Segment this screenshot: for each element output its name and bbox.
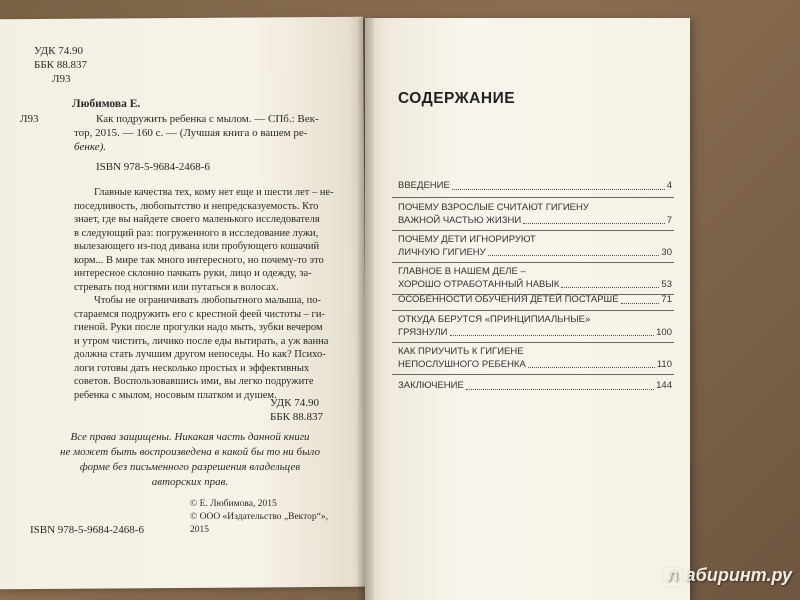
divider: [392, 374, 674, 375]
annotation-line: должна стать лучшим другом непоседы. Но как? Психо-: [74, 349, 326, 360]
copyright-block: [190, 498, 328, 537]
annotation-line: поседливость, любопытство и непредсказуемость. Кто: [74, 200, 319, 212]
author-mark-side: Л93: [20, 113, 39, 125]
toc-item-title-cont: НЕПОСЛУШНОГО РЕБЕНКА: [398, 358, 526, 370]
rights-line: авторских прав.: [151, 476, 229, 488]
toc-item-page: 7: [666, 214, 672, 226]
divider: [392, 230, 674, 231]
copyright-line: 2015: [190, 525, 209, 535]
bibliographic-line-1: Как подружить ребенка с мылом. — СПб.: Век-: [96, 113, 319, 125]
toc-item-title: ОТКУДА БЕРУТСЯ «ПРИНЦИПИАЛЬНЫЕ»: [398, 314, 591, 325]
annotation-line: вылезающего из-под дивана или пробующего кошачий: [74, 241, 320, 252]
toc-item-page: 30: [661, 246, 672, 258]
divider: [392, 197, 674, 198]
udk-code-top: УДК 74.90: [34, 45, 84, 57]
labirint-watermark: [662, 565, 792, 588]
rights-line: Все права защищены. Никакая часть данной книги: [70, 431, 310, 443]
author-mark: Л93: [52, 73, 71, 85]
toc-item: [398, 234, 672, 259]
annotation-line: стревать под ногтями или путаться в волосах.: [74, 281, 279, 293]
annotation-line: и утром чистить, личико после еды вытирать, а уж ванна: [74, 335, 329, 347]
toc-item-page: 144: [656, 380, 672, 391]
toc-item-page: 110: [656, 358, 672, 370]
toc-item-title: ЗАКЛЮЧЕНИЕ: [398, 380, 464, 391]
toc-item-title: КАК ПРИУЧИТЬ К ГИГИЕНЕ: [398, 346, 524, 357]
toc-item-title: ВВЕДЕНИЕ: [398, 180, 450, 191]
toc-item-title-cont: ГРЯЗНУЛИ: [398, 326, 448, 338]
toc-item: [398, 294, 672, 307]
toc-item-title: ГЛАВНОЕ В НАШЕМ ДЕЛЕ –: [398, 266, 526, 277]
watermark-logo-icon: Л: [662, 566, 684, 588]
toc-item-page: 4: [666, 180, 672, 191]
toc-item-title-cont: ВАЖНОЙ ЧАСТЬЮ ЖИЗНИ: [398, 214, 522, 226]
toc-item: [398, 266, 672, 291]
watermark-text: абиринт.ру: [685, 565, 792, 585]
toc-item-title: ПОЧЕМУ ДЕТИ ИГНОРИРУЮТ: [398, 234, 536, 245]
page-title: СОДЕРЖАНИЕ: [398, 90, 516, 107]
toc-item-title: ОСОБЕННОСТИ ОБУЧЕНИЯ ДЕТЕЙ ПОСТАРШЕ: [398, 294, 619, 305]
toc-item-page: 71: [661, 294, 672, 305]
toc-item-page: 100: [656, 326, 672, 338]
annotation-line: в следующий раз: погруженного в исследование лужи,: [74, 227, 319, 239]
annotation-line: Чтобы не ограничивать любопытного малыша, по-: [94, 295, 321, 306]
isbn-bottom: ISBN 978-5-9684-2468-6: [30, 524, 144, 536]
isbn-top: ISBN 978-5-9684-2468-6: [96, 161, 210, 173]
annotation-line: ребенка с мылом, носовым платком и душем.: [74, 389, 277, 401]
copyright-line: © Е. Любимова, 2015: [190, 499, 277, 509]
bibliographic-line-2: тор, 2015. — 160 с. — (Лучшая книга о вашем ре-: [74, 127, 308, 139]
annotation-line: корм... В мире так много интересного, но почему-то это: [74, 254, 324, 266]
toc-item: [398, 202, 672, 227]
annotation-line: стараемся подружить его с крестной феей чистоты – ги-: [74, 308, 325, 320]
udk-code-bottom: УДК 74.90: [270, 397, 320, 409]
divider: [392, 262, 674, 263]
bbk-code-bottom: ББК 88.837: [270, 411, 323, 423]
annotation-line: интересное склонно пачкать руки, лицо и одежду, за-: [74, 268, 312, 279]
annotation-line: знает, где вы найдете своего маленького исследователя: [74, 214, 320, 225]
author-name: Любимова Е.: [72, 98, 141, 110]
toc-item-title-cont: ХОРОШО ОТРАБОТАННЫЙ НАВЫК: [398, 278, 560, 290]
bibliographic-line-3: бенке).: [74, 141, 107, 153]
toc-item: [398, 346, 672, 371]
toc-item: [398, 180, 672, 193]
divider: [392, 310, 674, 311]
rights-notice: [30, 430, 350, 490]
annotation-line: логи готовы дать несколько простых и эффективных: [74, 362, 310, 374]
bbk-code-top: ББК 88.837: [34, 59, 87, 71]
divider: [392, 342, 674, 343]
copyright-line: © ООО «Издательство „Вектор“»,: [190, 512, 329, 522]
toc-item: [398, 314, 672, 339]
book-gutter: [358, 18, 374, 600]
toc-item-title: ПОЧЕМУ ВЗРОСЛЫЕ СЧИТАЮТ ГИГИЕНУ: [398, 202, 589, 213]
rights-line: форме без письменного разрешения владельцев: [79, 461, 301, 473]
toc-item-title-cont: ЛИЧНУЮ ГИГИЕНУ: [398, 246, 486, 258]
annotation-line: Главные качества тех, кому нет еще и шести лет – не-: [94, 187, 334, 198]
rights-line: не может быть воспроизведена в какой бы то ни было: [60, 446, 320, 458]
toc-item-page: 53: [661, 278, 672, 290]
annotation-line: гиеной. Руки после прогулки надо мыть, зубки вечером: [74, 322, 323, 333]
annotation-line: советов. Воспользовавшись ими, вы легко подружите: [74, 376, 314, 387]
toc-item: [398, 380, 672, 393]
annotation: [74, 186, 346, 402]
